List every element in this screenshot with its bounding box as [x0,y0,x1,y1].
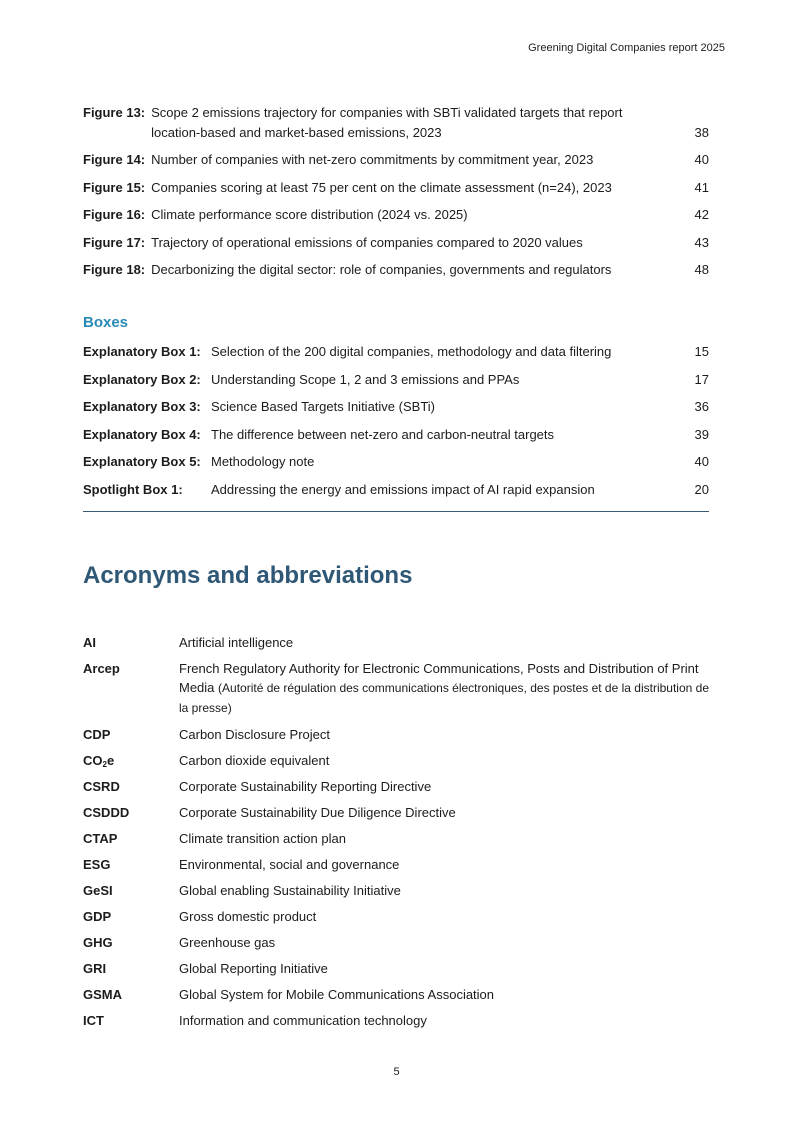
acronym-definition: Gross domestic product [179,909,317,924]
acronym-definition: Environmental, social and governance [179,857,400,872]
box-title: Addressing the energy and emissions impact of AI rapid expansion [211,481,595,497]
acronym-term: ICT [83,1013,104,1028]
acronym-definition: Climate transition action plan [179,831,346,846]
acronym-definition: Greenhouse gas [179,935,276,950]
figure-title: Trajectory of operational emissions of companies compared to 2020 values [151,234,583,250]
acronym-term-subscript: 2 [102,760,107,769]
box-label: Explanatory Box 2: [83,371,201,387]
box-page-number: 17 [694,371,709,387]
figure-label: Figure 13: [83,105,146,120]
acronym-entry [83,881,709,900]
figure-page-number: 43 [694,234,709,250]
figure-label: Figure 18: [83,262,146,277]
acronym-definition: Corporate Sustainability Reporting Directive [179,779,432,794]
box-title: Science Based Targets Initiative (SBTi) [211,399,435,414]
box-page-number: 36 [694,399,709,414]
figure-entry[interactable] [83,178,709,198]
acronym-definition: Information and communication technology [179,1013,427,1028]
box-label: Explanatory Box 4: [83,426,201,442]
figure-title: Decarbonizing the digital sector: role of companies, governments and regulators [151,262,612,277]
box-title: Understanding Scope 1, 2 and 3 emissions and PPAs [211,371,520,387]
box-list [83,342,709,507]
acronym-entry [83,829,709,848]
figure-title: Number of companies with net-zero commitments by commitment year, 2023 [151,152,594,167]
running-header: Greening Digital Companies report 2025 [528,42,725,54]
box-title: Methodology note [211,454,315,469]
acronym-term: GeSI [83,883,113,898]
acronyms-heading: Acronyms and abbreviations [83,562,413,589]
box-page-number: 15 [694,344,709,359]
figure-entry[interactable] [83,205,709,225]
acronym-term: CDP [83,727,111,742]
acronym-entry [83,633,709,652]
acronym-definition [179,659,709,718]
box-page-number: 40 [694,454,709,469]
acronym-entry [83,985,709,1004]
figure-page-number: 40 [694,152,709,167]
box-title: Selection of the 200 digital companies, methodology and data filtering [211,344,612,359]
acronym-term: GDP [83,909,112,924]
box-label: Spotlight Box 1: [83,481,183,497]
box-entry[interactable] [83,425,709,444]
box-entry[interactable] [83,370,709,389]
box-page-number: 20 [694,481,709,497]
acronym-entry [83,777,709,796]
acronym-entry [83,659,709,718]
acronym-term: GRI [83,961,107,976]
figure-entry[interactable] [83,150,709,170]
figure-title: Climate performance score distribution (2024 vs. 2025) [151,207,468,222]
acronym-term: AI [83,635,96,650]
acronym-term: GHG [83,935,113,950]
acronym-term: ESG [83,857,111,872]
acronym-definition: Global Reporting Initiative [179,961,328,976]
figure-entry[interactable] [83,233,709,253]
figure-label: Figure 17: [83,234,146,250]
acronym-list [83,633,709,1037]
figure-page-number: 48 [694,262,709,277]
figure-entry[interactable] [83,103,709,142]
acronym-term-main: CO [83,753,103,768]
acronym-definition: Carbon dioxide equivalent [179,753,330,768]
acronym-entry [83,907,709,926]
acronym-definition-original: (Autorité de régulation des communications électroniques, des postes et de la distribution de la presse) [179,681,709,715]
figure-title: Companies scoring at least 75 per cent on the climate assessment (n=24), 2023 [151,179,612,195]
acronym-entry [83,725,709,744]
acronym-term: Arcep [83,661,120,676]
acronym-definition: Global System for Mobile Communications Association [179,987,495,1002]
acronym-entry [83,933,709,952]
figure-title: Scope 2 emissions trajectory for companies with SBTi validated targets that report location-based and market-based emissions, 2023 [151,105,623,140]
acronym-term: CSRD [83,779,120,794]
boxes-heading: Boxes [83,314,129,331]
figure-page-number: 41 [694,179,709,195]
box-label: Explanatory Box 3: [83,399,201,414]
acronym-definition-main: French Regulatory Authority for Electronic Communications, Posts and Distribution of Print Media [179,661,699,695]
acronym-entry [83,1011,709,1030]
acronym-definition: Corporate Sustainability Due Diligence Directive [179,805,456,820]
acronym-definition: Carbon Disclosure Project [179,727,331,742]
figure-label: Figure 16: [83,207,146,222]
acronym-term-suffix: e [106,753,115,768]
box-title: The difference between net-zero and carbon-neutral targets [211,426,555,442]
box-entry[interactable] [83,452,709,471]
box-entry[interactable] [83,480,709,499]
acronym-definition: Global enabling Sustainability Initiative [179,883,401,898]
acronym-entry [83,855,709,874]
acronym-entry [83,803,709,822]
page-number: 5 [393,1066,400,1078]
section-divider [83,511,709,512]
figure-entry[interactable] [83,260,709,280]
acronym-term: CSDDD [83,805,130,820]
box-label: Explanatory Box 1: [83,344,201,359]
figure-label: Figure 15: [83,179,146,195]
figure-page-number: 38 [694,124,709,140]
acronym-term: CTAP [83,831,118,846]
acronym-entry [83,959,709,978]
acronym-term [83,751,179,770]
acronym-term: GSMA [83,987,122,1002]
figure-list [83,103,709,288]
box-entry[interactable] [83,342,709,361]
box-label: Explanatory Box 5: [83,454,201,469]
box-page-number: 39 [694,426,709,442]
figure-page-number: 42 [694,207,709,222]
acronym-definition: Artificial intelligence [179,635,294,650]
box-entry[interactable] [83,397,709,416]
figure-label: Figure 14: [83,152,146,167]
acronym-entry [83,751,709,770]
